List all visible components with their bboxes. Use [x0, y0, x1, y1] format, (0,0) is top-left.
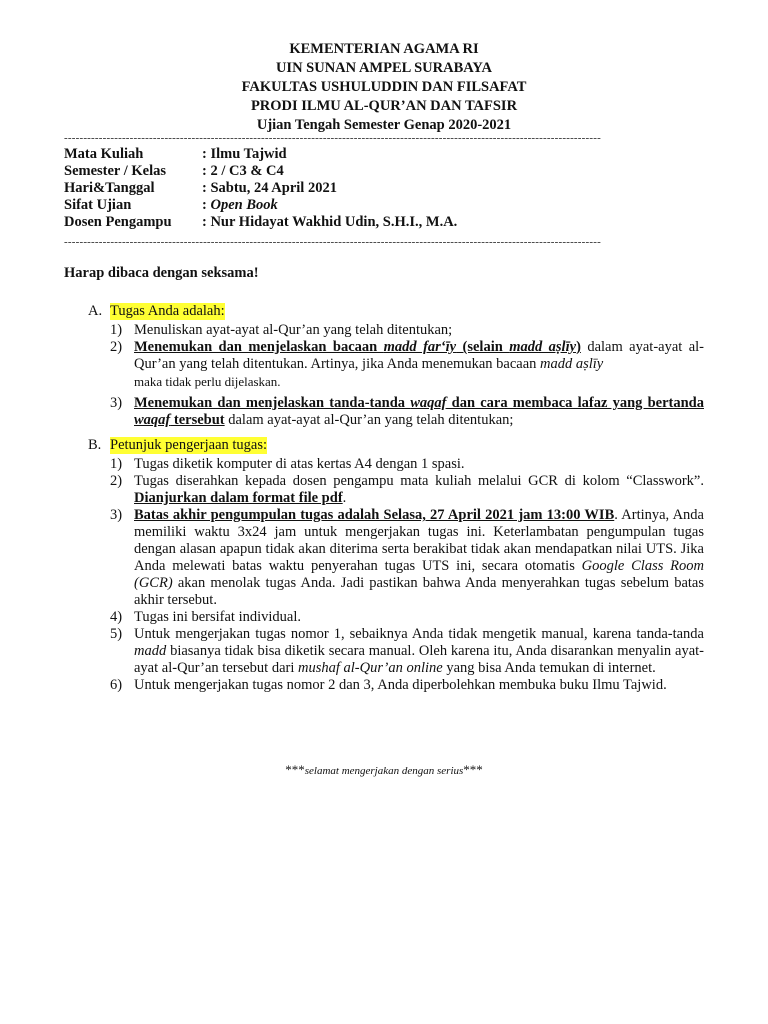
item-text: Tugas ini bersifat individual.: [134, 609, 302, 625]
info-row-date: [64, 180, 457, 197]
item-number: 1): [110, 456, 123, 472]
info-row-lecturer: [64, 214, 457, 231]
document-header: [64, 40, 704, 135]
term-madd-fari: madd far‘īy: [383, 339, 457, 355]
item-text-part: Tugas diserahkan kepada dosen pengampu mata kuliah melalui GCR di kolom “Classwork”.: [134, 473, 704, 489]
notice-heading: Harap dibaca dengan seksama!: [64, 265, 259, 281]
divider-top: -------------------------------------------------------------------------------------------------------------------------------------------: [64, 132, 601, 144]
item-text-part: dalam ayat-ayat al-Qur’an yang telah ditentukan. Artinya, jika Anda menemukan bacaan: [134, 339, 705, 372]
section-a: [88, 303, 704, 429]
item-text: Tugas diketik komputer di atas kertas A4 dengan 1 spasi.: [134, 456, 465, 472]
exam-type-label: Sifat Ujian: [64, 197, 132, 213]
term-waqaf: waqaf: [134, 412, 171, 428]
item-number: 5): [110, 626, 123, 642]
item-number: 4): [110, 609, 123, 625]
info-row-exam-type: [64, 197, 457, 214]
section-a-list: [88, 322, 704, 429]
section-b-heading: [88, 437, 704, 454]
section-b-title: Petunjuk pengerjaan tugas:: [110, 437, 268, 453]
header-faculty: FAKULTAS USHULUDDIN DAN FILSAFAT: [241, 79, 527, 95]
item-text: [134, 395, 704, 429]
deadline-emphasis: Batas akhir pengumpulan tugas adalah Selasa, 27 April 2021 jam 13:00 WIB: [134, 507, 615, 523]
term-waqaf: waqaf: [410, 395, 447, 411]
list-item: [110, 395, 704, 429]
list-item: [110, 507, 704, 609]
list-item: [110, 322, 704, 339]
header-program: PRODI ILMU AL-QUR’AN DAN TAFSIR: [250, 98, 518, 114]
item-text-part: .: [342, 490, 347, 506]
semester-label: Semester / Kelas: [64, 163, 167, 179]
item-number: 2): [110, 339, 123, 355]
section-b: [88, 437, 704, 694]
course-value: : Ilmu Tajwid: [202, 146, 287, 162]
item-text: [134, 473, 704, 507]
item-text-part: yang bisa Anda temukan di internet.: [442, 660, 656, 676]
item-text: Menuliskan ayat-ayat al-Qur’an yang telah ditentukan;: [134, 322, 453, 338]
section-b-letter: B.: [88, 437, 102, 453]
item-text: Untuk mengerjakan tugas nomor 2 dan 3, Anda diperbolehkan membuka buku Ilmu Tajwid.: [134, 677, 667, 693]
item-text: [134, 339, 704, 391]
info-row-semester: [64, 163, 457, 180]
divider-bottom: -------------------------------------------------------------------------------------------------------------------------------------------: [64, 236, 601, 248]
term-madd: madd: [134, 643, 167, 659]
item-text-part: Menemukan dan menjelaskan tanda-tanda: [134, 395, 411, 411]
list-item: [110, 626, 704, 677]
date-value: : Sabtu, 24 April 2021: [202, 180, 337, 196]
list-item: [110, 456, 704, 473]
list-item: [110, 677, 704, 694]
course-label: Mata Kuliah: [64, 146, 144, 162]
item-text-part: Untuk mengerjakan tugas nomor 1, sebaiknya Anda tidak mengetik manual, karena tanda-tanda: [134, 626, 704, 642]
list-item: [110, 473, 704, 507]
header-exam-title: Ujian Tengah Semester Genap 2020-2021: [256, 117, 512, 133]
section-a-heading: [88, 303, 704, 320]
item-text-part: akan menolak tugas Anda. Jadi pastikan bahwa Anda menyerahkan tugas sebelum batas akhir tersebut.: [134, 575, 704, 608]
item-number: 3): [110, 395, 123, 411]
lecturer-value: : Nur Hidayat Wakhid Udin, S.H.I., M.A.: [202, 214, 458, 230]
list-item: [110, 339, 704, 391]
closing-text: selamat mengerjakan dengan serius: [304, 765, 464, 777]
exam-type-colon: :: [202, 197, 211, 213]
item-text-part: tersebut: [170, 412, 225, 428]
item-number: 1): [110, 322, 123, 338]
date-label: Hari&Tanggal: [64, 180, 155, 196]
term-gcr: Google Class Room (GCR): [134, 558, 704, 591]
item-text: [134, 507, 704, 609]
term-madd-asli: madd aṣlīy: [540, 356, 604, 372]
semester-value: : 2 / C3 & C4: [202, 163, 284, 179]
course-info: [64, 146, 457, 231]
item-text-part: Menemukan dan menjelaskan bacaan: [134, 339, 384, 355]
item-number: 3): [110, 507, 123, 523]
item-text: [134, 626, 704, 677]
item-emphasis: [134, 339, 581, 355]
stars-right: ***: [463, 762, 483, 777]
item-emphasis: Dianjurkan dalam format file pdf: [134, 490, 343, 506]
list-item: [110, 609, 704, 626]
item-text-part: (selain: [456, 339, 510, 355]
section-a-letter: A.: [88, 303, 103, 319]
header-university: UIN SUNAN AMPEL SURABAYA: [275, 60, 493, 76]
info-row-course: [64, 146, 457, 163]
header-ministry: KEMENTERIAN AGAMA RI: [289, 41, 479, 57]
item-number: 6): [110, 677, 123, 693]
section-b-list: [88, 456, 704, 694]
item-text-part: maka tidak perlu dijelaskan.: [134, 374, 281, 389]
item-text-part: biasanya tidak bisa diketik secara manual. Oleh karena itu, Anda disarankan menyalin ayat-ayat al-Qur’an tersebut dari: [134, 643, 704, 676]
term-mushaf-online: mushaf al-Qur’an online: [298, 660, 443, 676]
term-madd-asli: madd aṣlīy: [509, 339, 577, 355]
item-text-part: ): [576, 339, 581, 355]
lecturer-label: Dosen Pengampu: [64, 214, 172, 230]
item-text-part: dan cara membaca lafaz yang bertanda: [446, 395, 704, 411]
item-text-part: dalam ayat-ayat al-Qur’an yang telah ditentukan;: [224, 412, 514, 428]
closing-note: [64, 762, 704, 778]
item-text-part: . Artinya, Anda memiliki waktu 3x24 jam untuk mengerjakan tugas ini. Keterlambatan pengumpulan tugas dengan alasan apapun tidak akan diterima serta berakibat tidak akan mendapatkan nilai UTS. Jika Anda melewati batas waktu penyerahan tugas UTS ini, secara otomatis: [134, 507, 704, 574]
item-number: 2): [110, 473, 123, 489]
stars-left: ***: [285, 762, 305, 777]
section-a-title: Tugas Anda adalah:: [110, 303, 225, 319]
exam-type-value: Open Book: [210, 197, 278, 213]
